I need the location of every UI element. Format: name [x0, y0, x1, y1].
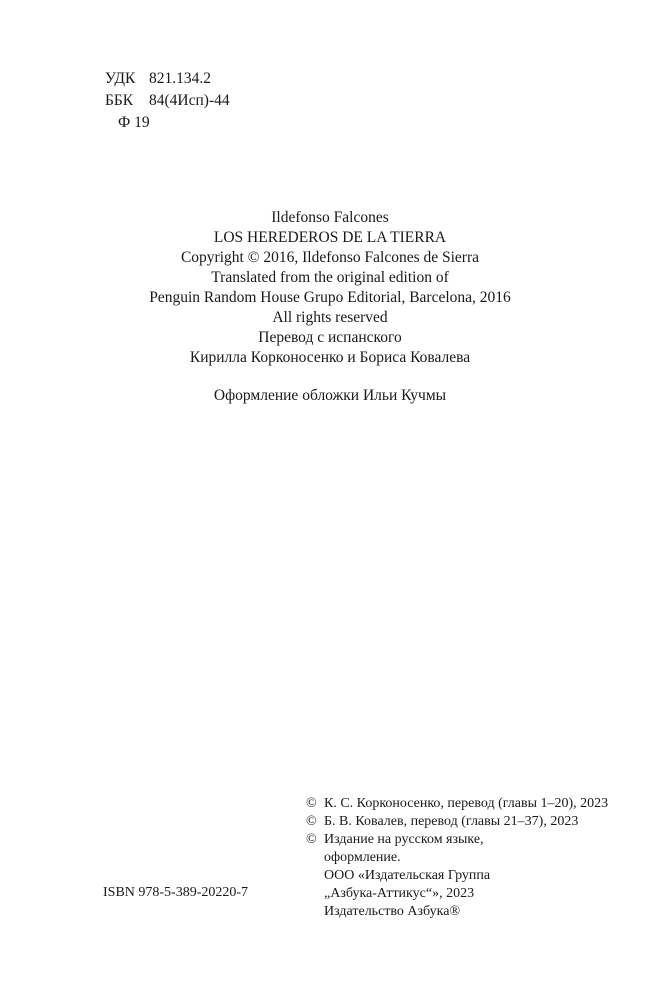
bbk-key: ББК	[105, 92, 134, 109]
author-mark-row	[105, 112, 230, 134]
copyright-continuation: Издательство Азбука®	[324, 904, 461, 919]
copyright-symbol: ©	[306, 796, 317, 811]
copyright-line	[306, 813, 608, 831]
original-title: LOS HEREDEROS DE LA TIERRA	[213, 229, 447, 246]
udk-row	[105, 68, 230, 90]
classification-block	[105, 68, 230, 134]
copyright-text: Издание на русском языке,	[324, 832, 484, 847]
copyright-line	[306, 795, 608, 813]
original-edition-block	[0, 208, 660, 328]
copyright-notices	[306, 795, 608, 921]
rights-reserved: All rights reserved	[272, 309, 388, 326]
copyright-line	[306, 831, 608, 849]
copyright-symbol: ©	[306, 814, 317, 829]
bbk-row	[105, 90, 230, 112]
udk-value: 821.134.2	[149, 70, 211, 87]
udk-key: УДК	[105, 70, 136, 87]
copyright-text: К. С. Корконосенко, перевод (главы 1–20), 2023	[324, 796, 609, 811]
isbn: ISBN 978-5-389-20220-7	[103, 885, 249, 900]
author-mark: Ф 19	[118, 114, 150, 131]
copyright-continuation: ООО «Издательская Группа	[324, 868, 491, 883]
copyright-continuation: оформление.	[324, 850, 401, 865]
original-copyright: Copyright © 2016, Ildefonso Falcones de Sierra	[180, 249, 480, 266]
translation-block	[0, 328, 660, 368]
copyright-text: Б. В. Ковалев, перевод (главы 21–37), 2023	[324, 814, 579, 829]
copyright-continuation: „Азбука-Аттикус“», 2023	[324, 886, 475, 901]
translated-from-line: Translated from the original edition of	[211, 269, 449, 286]
author-name: Ildefonso Falcones	[271, 209, 389, 226]
original-publisher: Penguin Random House Grupo Editorial, Barcelona, 2016	[149, 289, 511, 306]
translation-language: Перевод с испанского	[258, 329, 402, 346]
cover-design-credit: Оформление обложки Ильи Кучмы	[213, 387, 447, 404]
translators: Кирилла Корконосенко и Бориса Ковалева	[189, 349, 471, 366]
copyright-symbol: ©	[306, 832, 317, 847]
bbk-value: 84(4Исп)-44	[149, 92, 230, 109]
